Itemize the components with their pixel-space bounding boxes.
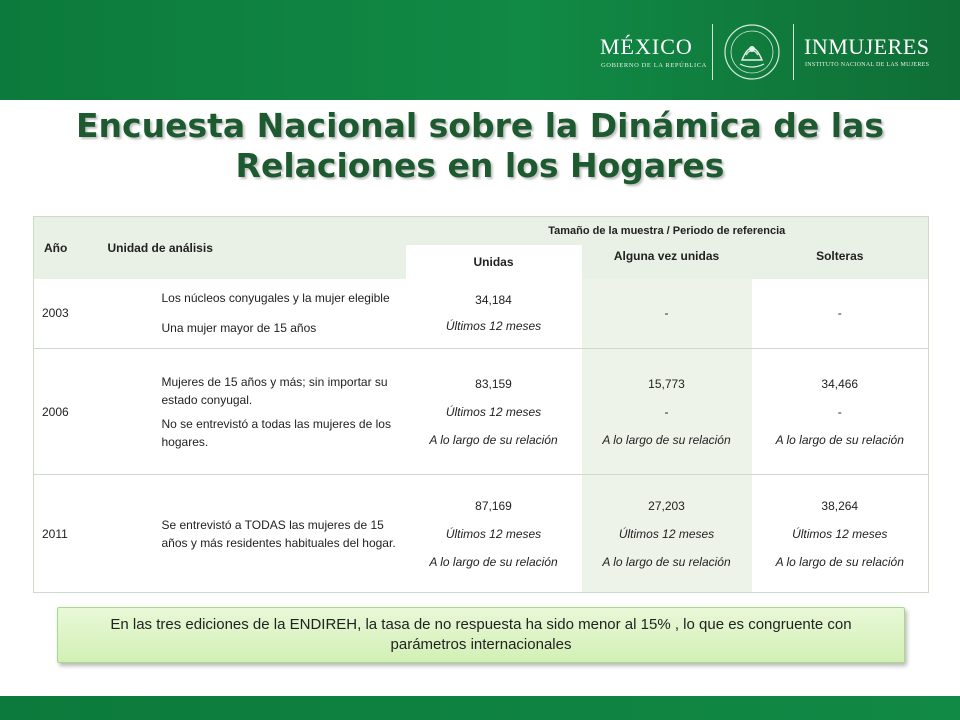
logo-divider [712,24,713,80]
unit-cell [96,279,406,349]
reference-period: A lo largo de su relación [429,432,558,447]
reference-period: A lo largo de su relación [602,432,731,447]
alguna-vez-cell [582,349,752,475]
title-line-2: Relaciones en los Hogares [235,146,725,185]
reference-period: Últimos 12 meses [792,526,888,541]
year-cell: 2003 [34,279,96,349]
survey-table [33,216,928,593]
national-seal-icon [722,22,782,82]
solteras-cell [752,349,929,475]
year-cell: 2011 [34,475,96,593]
mexico-logo-subtitle: GOBIERNO DE LA REPÚBLICA [601,62,707,69]
reference-period: A lo largo de su relación [429,554,558,569]
inmujeres-logo-wordmark: INMUJERES [804,34,930,59]
sample-size: 38,264 [821,498,859,513]
page-title [0,106,960,186]
header-anio: Año [34,217,96,279]
sample-size: 15,773 [648,376,685,391]
reference-period: Últimos 12 meses [445,404,542,419]
sample-size: 27,203 [648,498,685,513]
reference-period: A lo largo de su relación [775,554,904,569]
logo-divider [793,24,794,80]
unit-cell [96,349,406,475]
title-line-1: Encuesta Nacional sobre la Dinámica de las [76,106,884,145]
sample-size: 87,169 [475,498,512,513]
solteras-cell: - [752,279,929,349]
reference-period: Últimos 12 meses [445,319,542,334]
sample-size: 34,184 [475,293,512,308]
table-row [34,279,929,349]
year-cell: 2006 [34,349,96,475]
reference-period: - [837,404,842,419]
alguna-vez-cell: - [582,279,752,349]
mexico-logo-wordmark: MÉXICO [600,34,693,59]
solteras-cell [752,475,929,593]
unit-text: Una mujer mayor de 15 años [161,321,317,336]
unidas-cell [406,475,582,593]
header-alguna-vez: Alguna vez unidas [582,245,752,279]
reference-period: Últimos 12 meses [618,526,715,541]
reference-period: Últimos 12 meses [445,526,542,541]
table-row [34,475,929,593]
alguna-vez-cell [582,475,752,593]
header-unidas: Unidas [406,245,582,279]
unit-text: No se entrevistó a todas las mujeres de los hogares. [161,416,391,449]
unit-text: Mujeres de 15 años y más; sin importar su estado conyugal. [161,374,388,407]
reference-period: - [664,404,669,419]
header-solteras: Solteras [752,245,929,279]
note-text: En las tres ediciones de la ENDIREH, la tasa de no respuesta ha sido menor al 15% , lo que es congruente con parámetros internacionales [110,616,852,653]
header-band [0,0,960,100]
unit-cell [96,475,406,593]
reference-period: A lo largo de su relación [775,432,904,447]
header-unidad: Unidad de análisis [96,217,406,279]
sample-size: 34,466 [821,376,859,391]
note-box [57,607,905,663]
table-row [34,349,929,475]
unidas-cell [406,349,582,475]
unidas-cell [406,279,582,349]
header-group: Tamaño de la muestra / Periodo de referencia [406,217,929,245]
inmujeres-logo-subtitle: INSTITUTO NACIONAL DE LAS MUJERES [805,62,930,68]
unit-text: Los núcleos conyugales y la mujer elegible [161,291,390,306]
sample-size: 83,159 [475,376,512,391]
reference-period: A lo largo de su relación [602,554,731,569]
unit-text: Se entrevistó a TODAS las mujeres de 15 años y más residentes habituales del hogar. [161,517,396,550]
footer-band [0,696,960,720]
